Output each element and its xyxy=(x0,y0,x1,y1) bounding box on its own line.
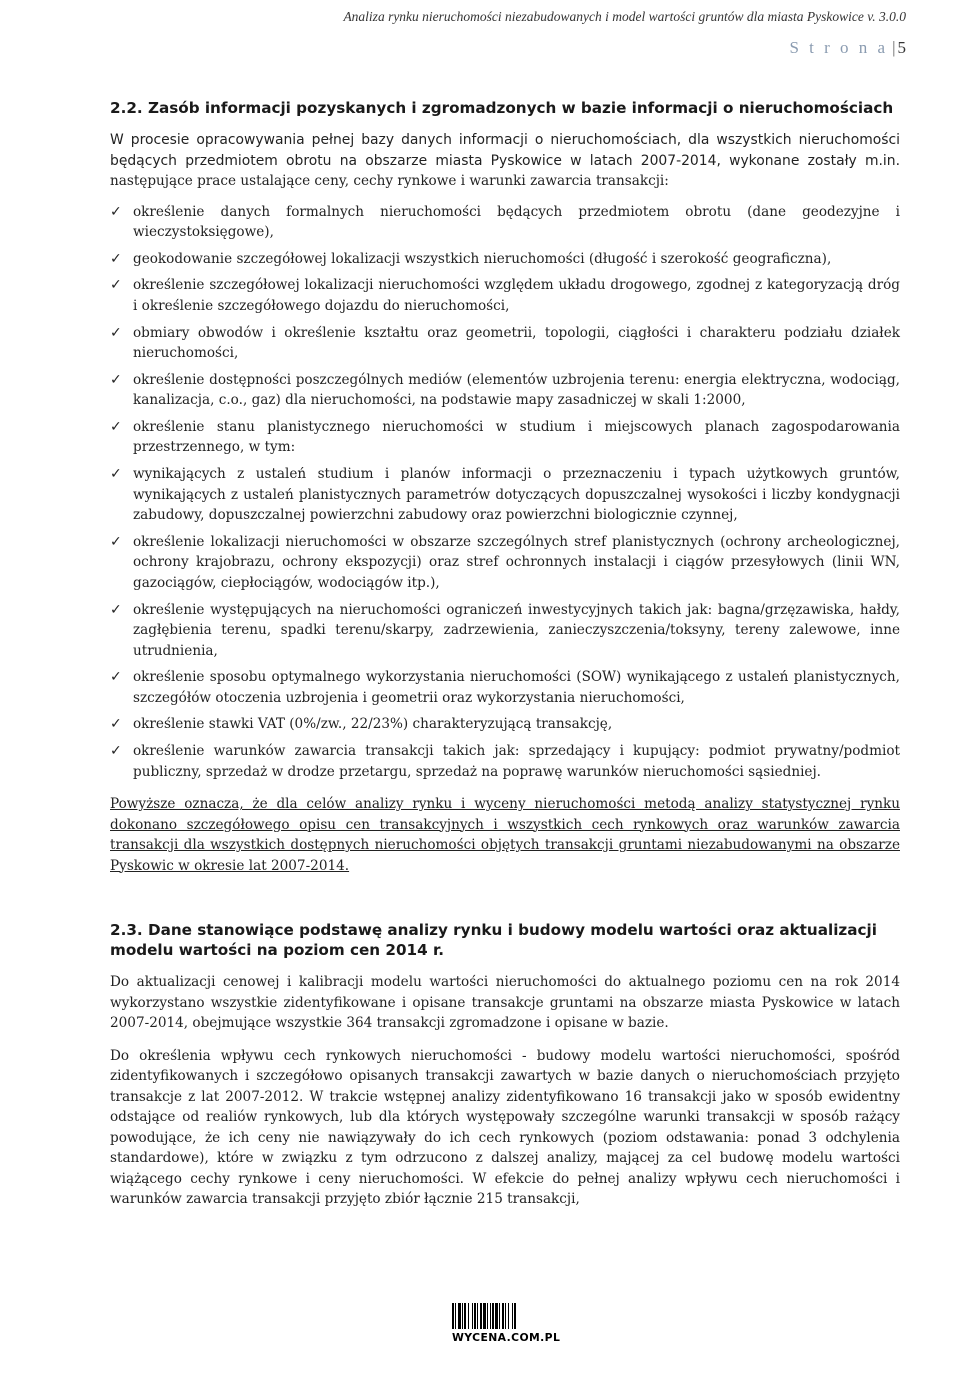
checkmark-icon: ✓ xyxy=(110,743,122,760)
section-2-2-heading: 2.2. Zasób informacji pozyskanych i zgromadzonych w bazie informacji o nieruchomościach xyxy=(110,99,894,117)
list-item-text: określenie warunków zawarcia transakcji takich jak: sprzedający i kupujący: podmiot prywatny/podmiot publiczny, sprzedaż w drodze przetargu, sprzedaż na poprawę warunków nieruchomości sąsiedniej. xyxy=(133,743,900,780)
checkmark-icon: ✓ xyxy=(110,371,122,388)
section-2-2-intro-part1: W procesie opracowywania pełnej bazy danych informacji o nieruchomościach, dla wszystkich nieruchomości będących przedmiotem obrotu na obszarze miasta Pyskowice w latach 2007-2014, wykonane zostały m.in. xyxy=(110,132,900,169)
checkmark-icon: ✓ xyxy=(110,669,122,686)
list-item xyxy=(110,600,900,662)
list-item xyxy=(110,714,900,735)
page-label: S t r o n a xyxy=(789,38,889,57)
list-item xyxy=(110,370,900,411)
section-2-2-intro xyxy=(110,130,900,192)
logo-text: WYCENA.COM.PL xyxy=(452,1331,561,1344)
section-2-3-paragraph-1: Do aktualizacji cenowej i kalibracji modelu wartości nieruchomości do aktualnego poziomu cen na rok 2014 wykorzystano wszystkie zidentyfikowane i opisane transakcje gruntami na obszarze miasta Pyskowice w latach 2007-2014, obejmujące wszystkie 364 transakcji zgromadzone i opisane w bazie. xyxy=(110,974,900,1032)
checkmark-icon: ✓ xyxy=(110,533,122,550)
section-2-3-heading: 2.3. Dane stanowiące podstawę analizy rynku i budowy modelu wartości oraz aktualizacji modelu wartości na poziom cen 2014 r. xyxy=(110,921,877,960)
page-separator: | xyxy=(892,38,896,57)
checkmark-icon: ✓ xyxy=(110,324,122,341)
list-item-text: określenie danych formalnych nieruchomości będących przedmiotem obrotu (dane geodezyjne i wieczystoksięgowe), xyxy=(133,203,900,240)
list-item xyxy=(110,275,900,316)
list-item-text: określenie stanu planistycznego nieruchomości w studium i miejscowych planach zagospodarowania przestrzennego, w tym: xyxy=(133,418,900,456)
checkmark-icon: ✓ xyxy=(110,277,122,294)
list-item-text: wynikających z ustaleń studium i planów informacji o przeznaczeniu i typach użytkowych gruntów, wynikających z ustaleń planistycznych parametrów dotyczących dopuszczalnej wysokości i liczby kondygnacji zabudowy, dopuszczalnej powierzchni zabudowy oraz powierzchni biologicznie czynnej, xyxy=(133,466,900,524)
list-item xyxy=(110,249,900,270)
section-2-3-paragraph-2: Do określenia wpływu cech rynkowych nieruchomości - budowy modelu wartości nieruchomości, spośród zidentyfikowanych i szczegółowo opisanych transakcji zawartych w bazie danych o nieruchomościach przyjęto transakcje z lat 2007-2012. W trakcie wstępnej analizy zidentyfikowano 16 transakcji jako w sposób ewidentny odstające od realiów rynkowych, lub dla których występowały szczególne warunki transakcji w sposób rażący powodujące, że ich ceny nie nawiązywały do ich cech rynkowych (poziom odstawania: ponad 3 odchylenia standardowe), które w związku z tym odrzucono z dalszej analizy, mającej za cel budowę modelu wartości wiążącego cechy rynkowe i ceny nieruchomości. W efekcie do pełnej analizy wpływu cech nieruchomości i warunków zawarcia transakcji przyjęto zbiór łącznie 215 transakcji, xyxy=(110,1047,900,1208)
list-item-text: określenie dostępności poszczególnych mediów (elementów uzbrojenia terenu: energia elektryczna, wodociąg, kanalizacja, c.o., gaz) dla nieruchomości, na podstawie mapy zasadniczej w skali 1:2000, xyxy=(133,371,900,409)
list-item-text: określenie występujących na nieruchomości ograniczeń inwestycyjnych takich jak: bagna/grzęzawiska, hałdy, zagłębienia terenu, spadki terenu/skarpy, zadrzewienia, zanieczyszczenia/toksyny, tereny zalewowe, inne utrudnienia, xyxy=(133,601,900,659)
list-item-text: geokodowanie szczegółowej lokalizacji wszystkich nieruchomości (długość i szerokość geograficzna), xyxy=(133,250,832,267)
header-title: Analiza rynku nieruchomości niezabudowanych i model wartości gruntów dla miasta Pyskowice v. 3.0.0 xyxy=(343,9,906,24)
list-item xyxy=(110,667,900,708)
checkmark-icon: ✓ xyxy=(110,716,122,733)
section-2-2-intro-part2: następujące prace ustalające ceny, cechy rynkowe i warunki zawarcia transakcji: xyxy=(110,173,669,189)
list-item xyxy=(110,417,900,458)
list-item xyxy=(110,532,900,594)
page-content xyxy=(110,98,900,1210)
page-number: 5 xyxy=(897,38,906,57)
work-list xyxy=(110,202,900,783)
barcode-bar xyxy=(516,1303,517,1329)
list-item-text: określenie szczegółowej lokalizacji nieruchomości względem układu drogowego, zgodnej z kategoryzacją dróg i określenie szczegółowego dojazdu do nieruchomości, xyxy=(133,277,900,314)
page-number-label xyxy=(789,38,906,58)
section-2-2-summary: Powyższe oznacza, że dla celów analizy rynku i wyceny nieruchomości metodą analizy statystycznej rynku dokonano szczegółowego opisu cen transakcyjnych i wszystkich cech rynkowych oraz warunków zawarcia transakcji dla wszystkich dostępnych nieruchomości objętych transakcji gruntami niezabudowanymi na obszarze Pyskowic w okresie lat 2007-2014. xyxy=(110,796,900,874)
list-item-text: określenie lokalizacji nieruchomości w obszarze szczególnych stref planistycznych (ochrony archeologicznej, ochrony krajobrazu, ochrony ekspozycji) oraz stref ochronnych instalacji i ciągów przesyłowych (linii WN, gazociągów, ciepłociągów, wodociągów itp.), xyxy=(133,533,900,591)
list-item-text: obmiary obwodów i określenie kształtu oraz geometrii, topologii, ciągłości i charakteru podziału działek nieruchomości, xyxy=(133,324,900,362)
checkmark-icon: ✓ xyxy=(110,418,122,435)
checkmark-icon: ✓ xyxy=(110,601,122,618)
list-item-text: określenie stawki VAT (0%/zw., 22/23%) charakteryzującą transakcję, xyxy=(133,716,613,733)
barcode-graphic xyxy=(452,1303,554,1329)
list-item xyxy=(110,741,900,782)
checkmark-icon: ✓ xyxy=(110,203,122,220)
checkmark-icon: ✓ xyxy=(110,466,122,483)
list-item-text: określenie sposobu optymalnego wykorzystania nieruchomości (SOW) wynikającego z ustaleń planistycznych, szczegółów otoczenia uzbrojenia i geometrii oraz wykorzystania nieruchomości, xyxy=(133,669,900,706)
list-item xyxy=(110,202,900,243)
list-item xyxy=(110,464,900,526)
wycena-logo xyxy=(452,1303,561,1351)
list-item xyxy=(110,323,900,364)
checkmark-icon: ✓ xyxy=(110,250,122,267)
